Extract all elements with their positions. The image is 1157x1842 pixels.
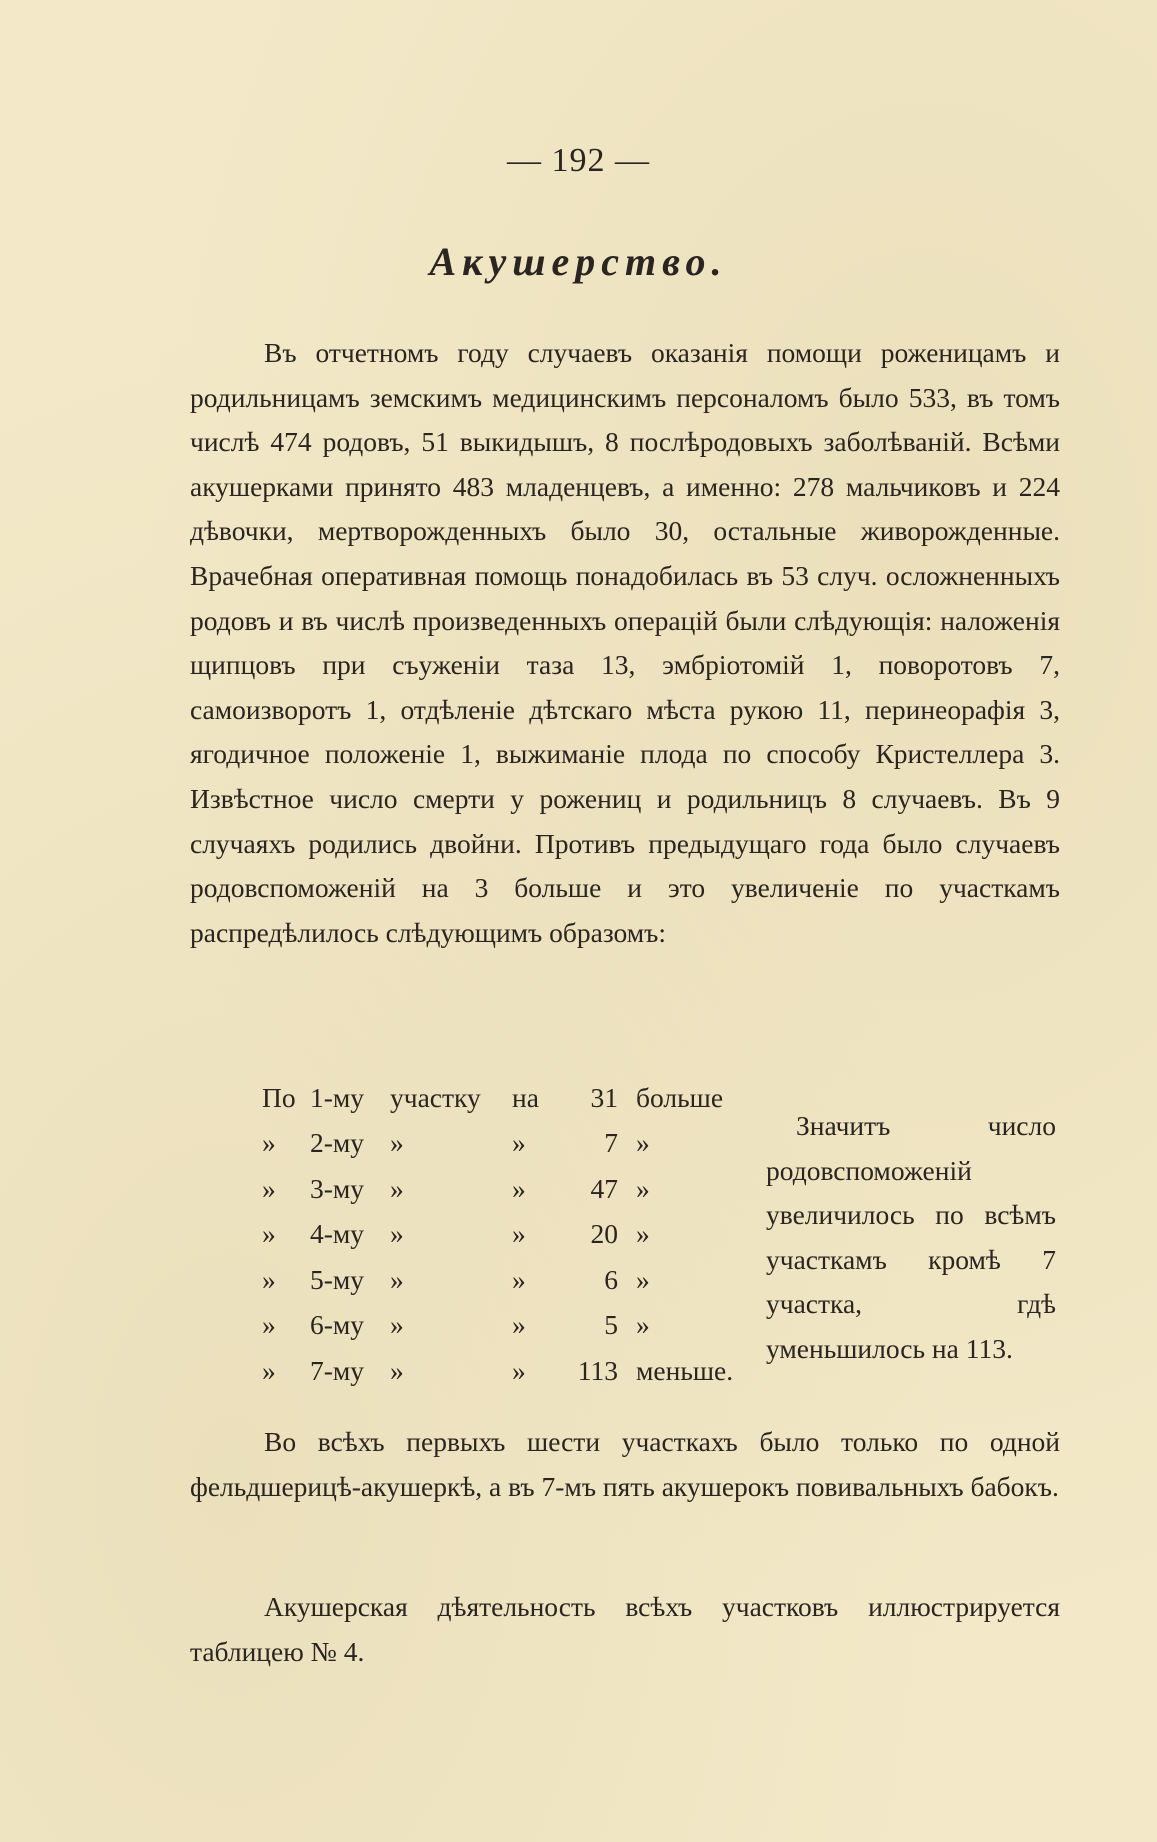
district-ordinal: 1-му xyxy=(310,1081,365,1113)
district-number: 6 xyxy=(604,1263,618,1295)
page-number: — 192 — xyxy=(507,142,650,179)
district-na: » xyxy=(512,1172,526,1204)
district-number: 7 xyxy=(604,1127,618,1159)
district-word: » xyxy=(390,1127,404,1159)
district-number: 47 xyxy=(590,1172,618,1204)
district-direction: » xyxy=(636,1263,650,1295)
district-prefix: » xyxy=(262,1218,276,1250)
district-direction: » xyxy=(636,1218,650,1250)
district-prefix: » xyxy=(262,1172,276,1204)
district-direction: меньше. xyxy=(636,1354,734,1386)
district-prefix: » xyxy=(262,1127,276,1159)
district-prefix: » xyxy=(262,1263,276,1295)
district-na: » xyxy=(512,1263,526,1295)
district-direction: » xyxy=(636,1172,650,1204)
district-ordinal: 7-му xyxy=(310,1354,365,1386)
district-word: » xyxy=(390,1263,404,1295)
district-direction: » xyxy=(636,1309,650,1341)
district-ordinal: 6-му xyxy=(310,1309,365,1341)
district-word: » xyxy=(390,1354,404,1386)
district-row xyxy=(262,1121,733,1167)
side-note: Значитъ число родовспоможеній увеличилось по всѣмъ участкамъ кромѣ 7 участка, гдѣ уменьшилось на 113. xyxy=(766,1110,1056,1364)
district-table xyxy=(262,1075,733,1394)
district-ordinal: 3-му xyxy=(310,1172,365,1204)
district-prefix: » xyxy=(262,1309,276,1341)
district-word: » xyxy=(390,1218,404,1250)
district-row xyxy=(262,1303,733,1349)
district-na: » xyxy=(512,1354,526,1386)
district-direction: » xyxy=(636,1127,650,1159)
district-prefix: » xyxy=(262,1354,276,1386)
paragraph-intro: Въ отчетномъ году случаевъ оказанія помощи роженицамъ и родильницамъ земскимъ медицинскимъ персоналомъ было 533, въ томъ числѣ 474 родовъ, 51 выкидышъ, 8 послѣродовыхъ заболѣваній. Всѣми акушерками принято 483 младенцевъ, а именно: 278 мальчиковъ и 224 дѣвочки, мертворожденныхъ было 30, остальные живорожденные. Врачебная оперативная помощь понадобилась въ 53 случ. осложненныхъ родовъ и въ числѣ произведенныхъ операцій были слѣдующія: наложенія щипцовъ при съуженіи таза 13, эмбріотомій 1, поворотовъ 7, самоизворотъ 1, отдѣленіе дѣтскаго мѣста рукою 11, перинеорафія 3, ягодичное положеніе 1, выжиманіе плода по способу Кристеллера 3. Извѣстное число смерти у рожениц и родильницъ 8 случаевъ. Въ 9 случаяхъ родились двойни. Противъ предыдущаго года было случаевъ родовспоможеній на 3 больше и это увеличеніе по участкамъ распредѣлилось слѣдующимъ образомъ: xyxy=(190,337,1060,948)
district-na: » xyxy=(512,1218,526,1250)
district-ordinal: 4-му xyxy=(310,1218,365,1250)
district-row xyxy=(262,1348,733,1394)
district-number: 113 xyxy=(577,1354,618,1386)
district-row xyxy=(262,1166,733,1212)
district-ordinal: 2-му xyxy=(310,1127,365,1159)
district-na: на xyxy=(512,1081,539,1113)
district-prefix: По xyxy=(262,1081,296,1113)
district-na: » xyxy=(512,1127,526,1159)
district-row xyxy=(262,1212,733,1258)
district-word: » xyxy=(390,1309,404,1341)
district-number: 31 xyxy=(590,1081,618,1113)
paragraph-midwives: Во всѣхъ первыхъ шести участкахъ было только по одной фельдшерицѣ-акушеркѣ, а въ 7-мъ пять акушерокъ повивальныхъ бабокъ. xyxy=(190,1426,1060,1502)
district-row xyxy=(262,1075,733,1121)
district-word: » xyxy=(390,1172,404,1204)
district-na: » xyxy=(512,1309,526,1341)
district-ordinal: 5-му xyxy=(310,1263,365,1295)
district-number: 20 xyxy=(590,1218,618,1250)
district-direction: больше xyxy=(636,1081,724,1113)
district-row xyxy=(262,1257,733,1303)
district-number: 5 xyxy=(604,1309,618,1341)
section-title: Акушерство. xyxy=(429,239,728,284)
paragraph-table-reference: Акушерская дѣятельность всѣхъ участковъ иллюстрируется таблицею № 4. xyxy=(190,1591,1060,1667)
district-word: участку xyxy=(390,1081,481,1113)
district-table-body xyxy=(262,1075,733,1394)
